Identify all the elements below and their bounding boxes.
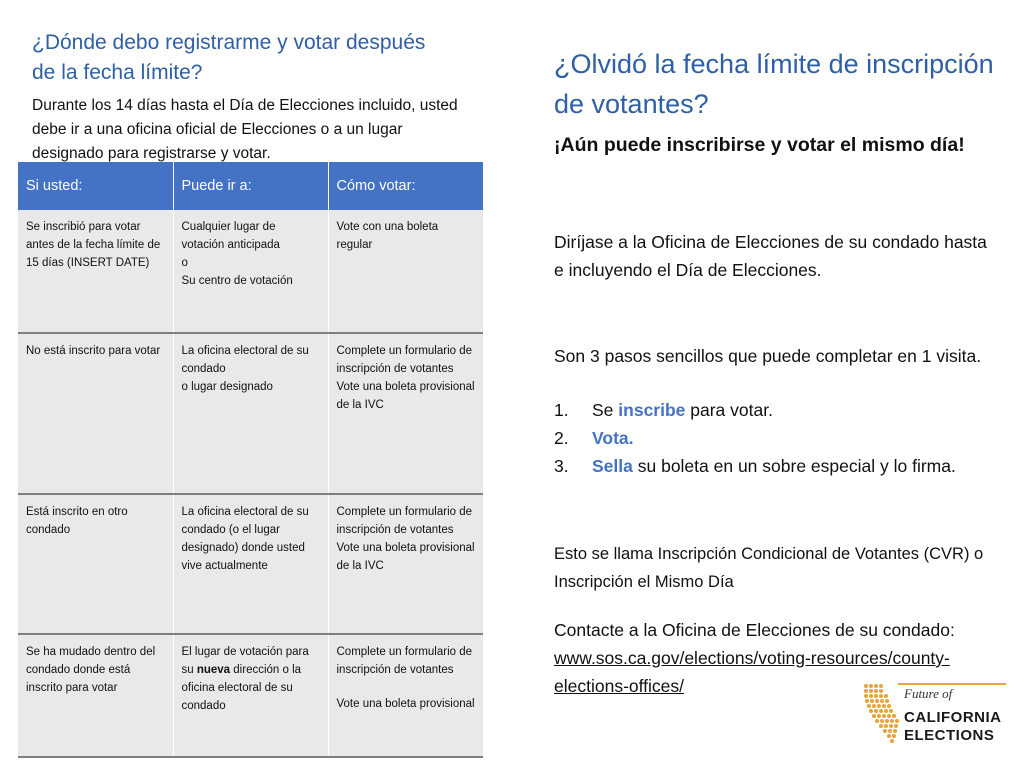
cell-text: Se inscribió para votar antes de la fecha límite de 15 días (INSERT DATE) [26, 221, 161, 269]
table-cell [18, 333, 173, 494]
table-cell [328, 494, 483, 634]
step-keyword: Sella [592, 456, 633, 476]
step-number: 1. [554, 400, 569, 420]
cell-text-post: dirección o la oficina electoral de su condado [181, 664, 302, 712]
left-intro: Durante los 14 días hasta el Día de Elecciones incluido, usted debe ir a una oficina oficial de Elecciones o a un lugar designado para registrarse y votar. [32, 97, 458, 162]
cell-text: Complete un formulario de inscripción de votantes [336, 506, 473, 536]
steps-intro: Son 3 pasos sencillos que puede completar en 1 visita. [554, 346, 982, 366]
table-header-cell: Si usted: [18, 162, 173, 210]
table-header-cell: Puede ir a: [173, 162, 328, 210]
table-cell [18, 634, 173, 757]
table-cell [173, 634, 328, 757]
step-text-post: para votar. [685, 400, 773, 420]
county-offices-link[interactable]: www.sos.ca.gov/elections/voting-resources/county-elections-offices/ [554, 648, 950, 696]
list-item [554, 396, 994, 424]
table-cell [173, 494, 328, 634]
cell-text: Vote una boleta provisional de la IVC [336, 381, 475, 411]
cell-text: La oficina electoral de su condado [181, 345, 309, 375]
list-item [554, 424, 994, 452]
cell-text: Está inscrito en otro condado [26, 506, 128, 536]
cell-text: Vote una boleta provisional [336, 698, 475, 710]
table-row [18, 333, 483, 494]
step-text-pre: Se [592, 400, 619, 420]
step-keyword: Vota. [592, 428, 634, 448]
left-heading: ¿Dónde debo registrarme y votar después de la fecha límite? [32, 31, 426, 84]
table-cell [173, 333, 328, 494]
table-cell [328, 210, 483, 333]
logo-divider [898, 683, 1006, 685]
table-row [18, 494, 483, 634]
cell-text: La oficina electoral de su condado (o el lugar designado) donde usted vive actualmente [181, 506, 309, 572]
cell-text: o [181, 257, 188, 269]
registration-table [18, 162, 483, 758]
cell-text-bold: nueva [196, 664, 231, 676]
steps-list [554, 396, 994, 480]
table-cell [328, 634, 483, 757]
instructions-paragraph: Diríjase a la Oficina de Elecciones de su condado hasta e incluyendo el Día de Elecciones. [554, 232, 987, 280]
step-number: 2. [554, 428, 569, 448]
contact-text: Contacte a la Oficina de Elecciones de su condado: [554, 620, 955, 640]
table-header-row [18, 162, 483, 210]
cell-text: Vote con una boleta regular [336, 221, 439, 251]
table-cell [18, 494, 173, 634]
logo-text-future: Future of [904, 686, 953, 701]
right-subtitle: ¡Aún puede inscribirse y votar el mismo día! [554, 134, 965, 156]
step-keyword: inscribe [618, 400, 686, 420]
cell-text: Su centro de votación [181, 275, 293, 287]
cell-text: Complete un formulario de inscripción de votantes [336, 646, 473, 676]
cell-text: Se ha mudado dentro del condado donde está inscrito para votar [26, 646, 156, 694]
cell-text: o lugar designado [181, 381, 273, 393]
list-item [554, 452, 994, 480]
step-number: 3. [554, 456, 569, 476]
right-title: ¿Olvidó la fecha límite de inscripción de votantes? [554, 49, 994, 119]
table-row [18, 210, 483, 333]
cvr-note: Esto se llama Inscripción Condicional de Votantes (CVR) o Inscripción el Mismo Día [554, 545, 984, 591]
table-header-cell: Cómo votar: [328, 162, 483, 210]
cell-text-pre: El lugar de votación para su [181, 646, 309, 676]
cell-text: Vote una boleta provisional de la IVC [336, 542, 475, 572]
logo-text-elections: ELECTIONS [904, 727, 995, 744]
cell-text: No está inscrito para votar [26, 345, 161, 357]
table-row [18, 634, 483, 757]
cell-text [182, 643, 320, 715]
table-cell [18, 210, 173, 333]
step-text-post: su boleta en un sobre especial y lo firma. [632, 456, 956, 476]
cell-text: Cualquier lugar de votación anticipada [181, 221, 280, 251]
cell-text: Complete un formulario de inscripción de votantes [336, 345, 473, 375]
logo-text-california: CALIFORNIA [904, 709, 1002, 726]
table-cell [328, 333, 483, 494]
table-cell [173, 210, 328, 333]
